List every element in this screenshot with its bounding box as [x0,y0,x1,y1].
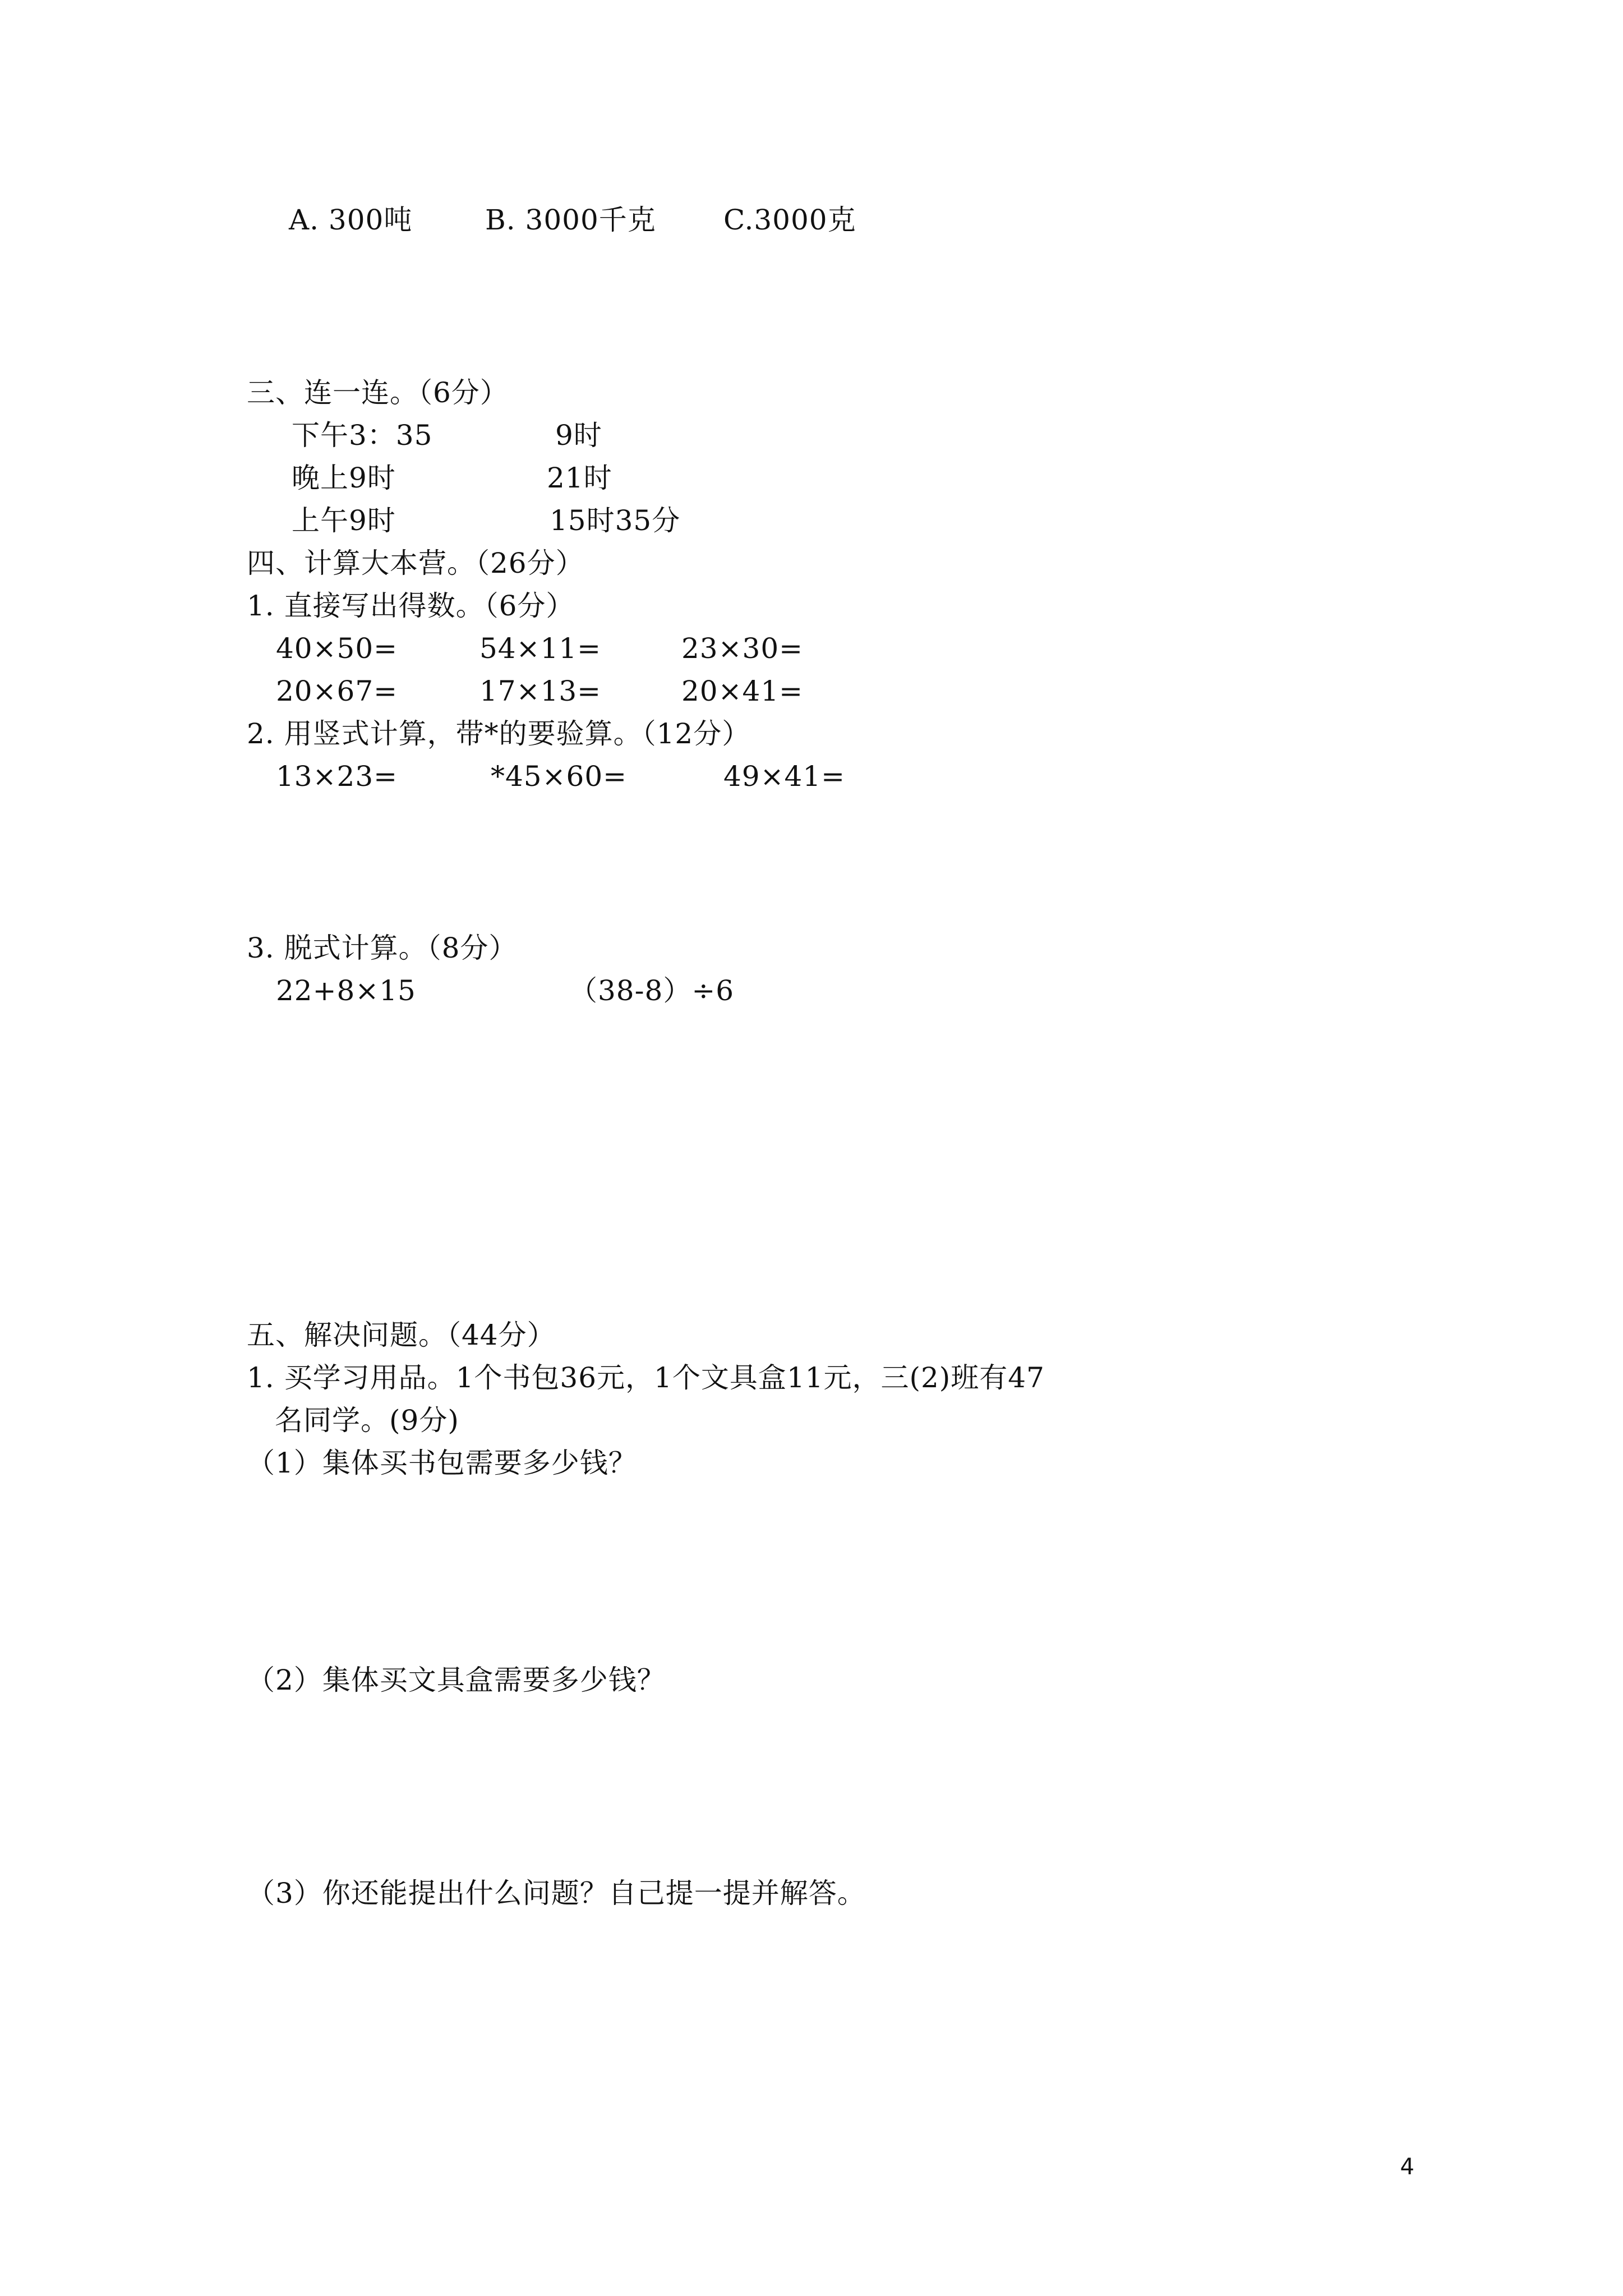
match-right-1: 9时 [555,419,602,452]
q3-item-1: 22+8×15 [276,974,416,1007]
option-b: B. 3000千克 [485,204,656,236]
option-c: C.3000克 [723,204,856,236]
q2-item-1: 13×23= [276,760,398,793]
problem1-sub1: （1）集体买书包需要多少钱？ [247,1447,637,1479]
q1-item-3: 23×30= [681,632,804,665]
section4-title: 四、计算大本营。（26分） [247,547,584,579]
q1-item-2: 54×11= [479,632,602,665]
q2-item-2: *45×60= [491,760,628,793]
q3-item-2: （38-8）÷6 [569,974,735,1007]
q2-title: 2. 用竖式计算，带*的要验算。（12分） [247,717,751,750]
q1-item-6: 20×41= [681,675,804,707]
q2-item-3: 49×41= [723,760,846,793]
q1-item-5: 17×13= [479,675,602,707]
section3-title: 三、连一连。（6分） [247,376,509,409]
q1-item-1: 40×50= [276,632,398,665]
option-a: A. 300吨 [289,204,413,236]
problem1-line2: 名同学。(9分) [275,1404,459,1437]
match-left-1: 下午3：35 [292,419,433,452]
q1-title: 1. 直接写出得数。（6分） [247,590,575,622]
problem1-sub2: （2）集体买文具盒需要多少钱？ [247,1664,666,1696]
q3-title: 3. 脱式计算。（8分） [247,932,518,964]
q1-item-4: 20×67= [276,675,398,707]
match-right-3: 15时35分 [550,504,681,537]
problem1-line1: 1. 买学习用品。1个书包36元，1个文具盒11元，三(2)班有47 [247,1361,1045,1394]
problem1-sub3: （3）你还能提出什么问题？自己提一提并解答。 [247,1877,866,1910]
match-right-2: 21时 [547,462,612,494]
page-number: 4 [1400,2154,1414,2180]
match-left-3: 上午9时 [292,504,396,537]
match-left-2: 晚上9时 [292,462,396,494]
section5-title: 五、解决问题。（44分） [247,1319,556,1351]
